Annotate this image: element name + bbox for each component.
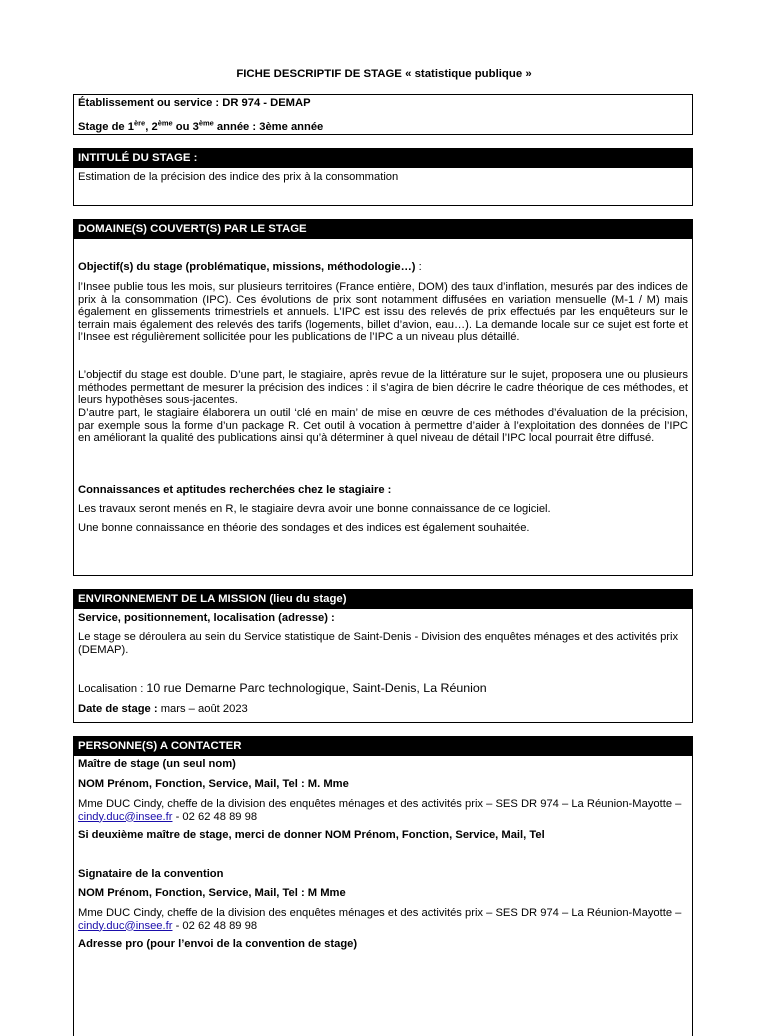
- domaine-section: [73, 219, 693, 576]
- signataire-label: Signataire de la convention: [78, 868, 224, 880]
- objectifs-colon: :: [415, 261, 422, 273]
- intitule-section: [73, 148, 693, 206]
- stage-suffix: année :: [213, 121, 257, 133]
- stage-prefix: Stage de 1: [78, 121, 134, 133]
- service-label: Service, positionnement, localisation (adresse) :: [78, 612, 335, 624]
- environnement-header: ENVIRONNEMENT DE LA MISSION (lieu du stage): [74, 590, 692, 609]
- stage-sep1: , 2: [145, 121, 158, 133]
- document-title: FICHE DESCRIPTIF DE STAGE « statistique publique »: [236, 68, 532, 80]
- signataire-text: Mme DUC Cindy, cheffe de la division des enquêtes ménages et des activités prix – SES DR 974 – La Réunion-Mayotte –: [78, 907, 682, 919]
- connaissances-text-2: Une bonne connaissance en théorie des sondages et des indices est également souhaitée.: [78, 522, 530, 534]
- stage-sep2: ou 3: [172, 121, 199, 133]
- date-value: mars – août 2023: [157, 703, 248, 715]
- connaissances-label: Connaissances et aptitudes recherchées chez le stagiaire :: [78, 484, 392, 496]
- objectifs-label: Objectif(s) du stage (problématique, missions, méthodologie…): [78, 261, 416, 273]
- maitre-email-link[interactable]: cindy.duc@insee.fr: [78, 810, 173, 823]
- maitre-details: [78, 798, 688, 823]
- connaissances-text-1: Les travaux seront menés en R, le stagiaire devra avoir une bonne connaissance de ce logiciel.: [78, 503, 551, 515]
- environnement-section: [73, 589, 693, 723]
- stage-year-value: 3ème année: [259, 121, 324, 133]
- contact-header: PERSONNE(S) A CONTACTER: [74, 737, 692, 756]
- maitre-nom-format: NOM Prénom, Fonction, Service, Mail, Tel : M. Mme: [78, 778, 349, 790]
- date-label: Date de stage :: [78, 703, 158, 715]
- localisation-label: Localisation :: [78, 683, 147, 695]
- sup-1: ère: [133, 118, 146, 128]
- contact-section: [73, 736, 693, 1036]
- sup-3: ème: [198, 118, 214, 128]
- objectifs-line: [78, 261, 688, 274]
- maitre-text: Mme DUC Cindy, cheffe de la division des enquêtes ménages et des activités prix – SES DR 974 – La Réunion-Mayotte –: [78, 798, 682, 810]
- maitre-label: Maître de stage (un seul nom): [78, 758, 236, 770]
- signataire-email-link[interactable]: cindy.duc@insee.fr: [78, 919, 173, 932]
- etablissement-label: Établissement ou service :: [78, 97, 220, 109]
- date-line: [78, 703, 688, 716]
- domaine-header: DOMAINE(S) COUVERT(S) PAR LE STAGE: [74, 220, 692, 239]
- localisation-line: [78, 682, 688, 696]
- adresse-label: Adresse pro (pour l’envoi de la convention de stage): [78, 938, 358, 950]
- intitule-text: Estimation de la précision des indice des prix à la consommation: [78, 171, 399, 183]
- service-text: Le stage se déroulera au sein du Service statistique de Saint-Denis - Division des enquêtes ménages et des activités prix (DEMAP).: [78, 631, 679, 656]
- objectifs-para-1: l’Insee publie tous les mois, sur plusieurs territoires (France entière, DOM) des taux d’inflation, mesurés par des indices de prix à la consommation (IPC). Ces évolutions de prix sont notamment diffusées en variation mensuelle (M-1 / M) mais également en glissements trimestriels et annuels. L’IPC est issu des relevés de prix effectués par les enquêteurs sur le terrain mais également des relevés des tarifs (logements, billet d’avion, eau…). La demande locale sur ce sujet est forte et l’Insee est régulièrement sollicitée pour les publications de l’IPC a un niveau plus détaillé.: [78, 281, 688, 343]
- maitre-tel: - 02 62 48 89 98: [172, 810, 258, 823]
- localisation-value: 10 rue Demarne Parc technologique, Saint-Denis, La Réunion: [146, 681, 487, 695]
- etablissement-section: [73, 94, 693, 135]
- deuxieme-maitre-label: Si deuxième maître de stage, merci de donner NOM Prénom, Fonction, Service, Mail, Tel: [78, 829, 545, 841]
- objectifs-para-3: D’autre part, le stagiaire élaborera un outil ‘clé en main’ de mise en œuvre de ces méthodes d’évaluation de la précision, par exemple sous la forme d’un package R. Cet outil à vocation à permettre d’aider à l’exploitation des données de l’IPC en améliorant la qualité des publications ainsi qu’à déterminer à quel niveau de détail l’IPC local pourrait être diffusé.: [78, 407, 688, 444]
- signataire-nom-format: NOM Prénom, Fonction, Service, Mail, Tel : M Mme: [78, 887, 346, 899]
- etablissement-line: [78, 97, 688, 110]
- signataire-tel: - 02 62 48 89 98: [172, 919, 258, 932]
- intitule-header: INTITULÉ DU STAGE :: [74, 149, 692, 168]
- signataire-details: [78, 907, 688, 932]
- sup-2: ème: [157, 118, 173, 128]
- etablissement-value: DR 974 - DEMAP: [222, 97, 311, 109]
- objectifs-para-2: L’objectif du stage est double. D’une part, le stagiaire, après revue de la littérature sur le sujet, proposera une ou plusieurs méthodes permettant de mesurer la précision des indices : il s’agira de bien décrire le cadre théorique de ces méthodes, et leurs hypothèses sous-jacentes.: [78, 369, 688, 406]
- stage-year-line: [78, 118, 688, 134]
